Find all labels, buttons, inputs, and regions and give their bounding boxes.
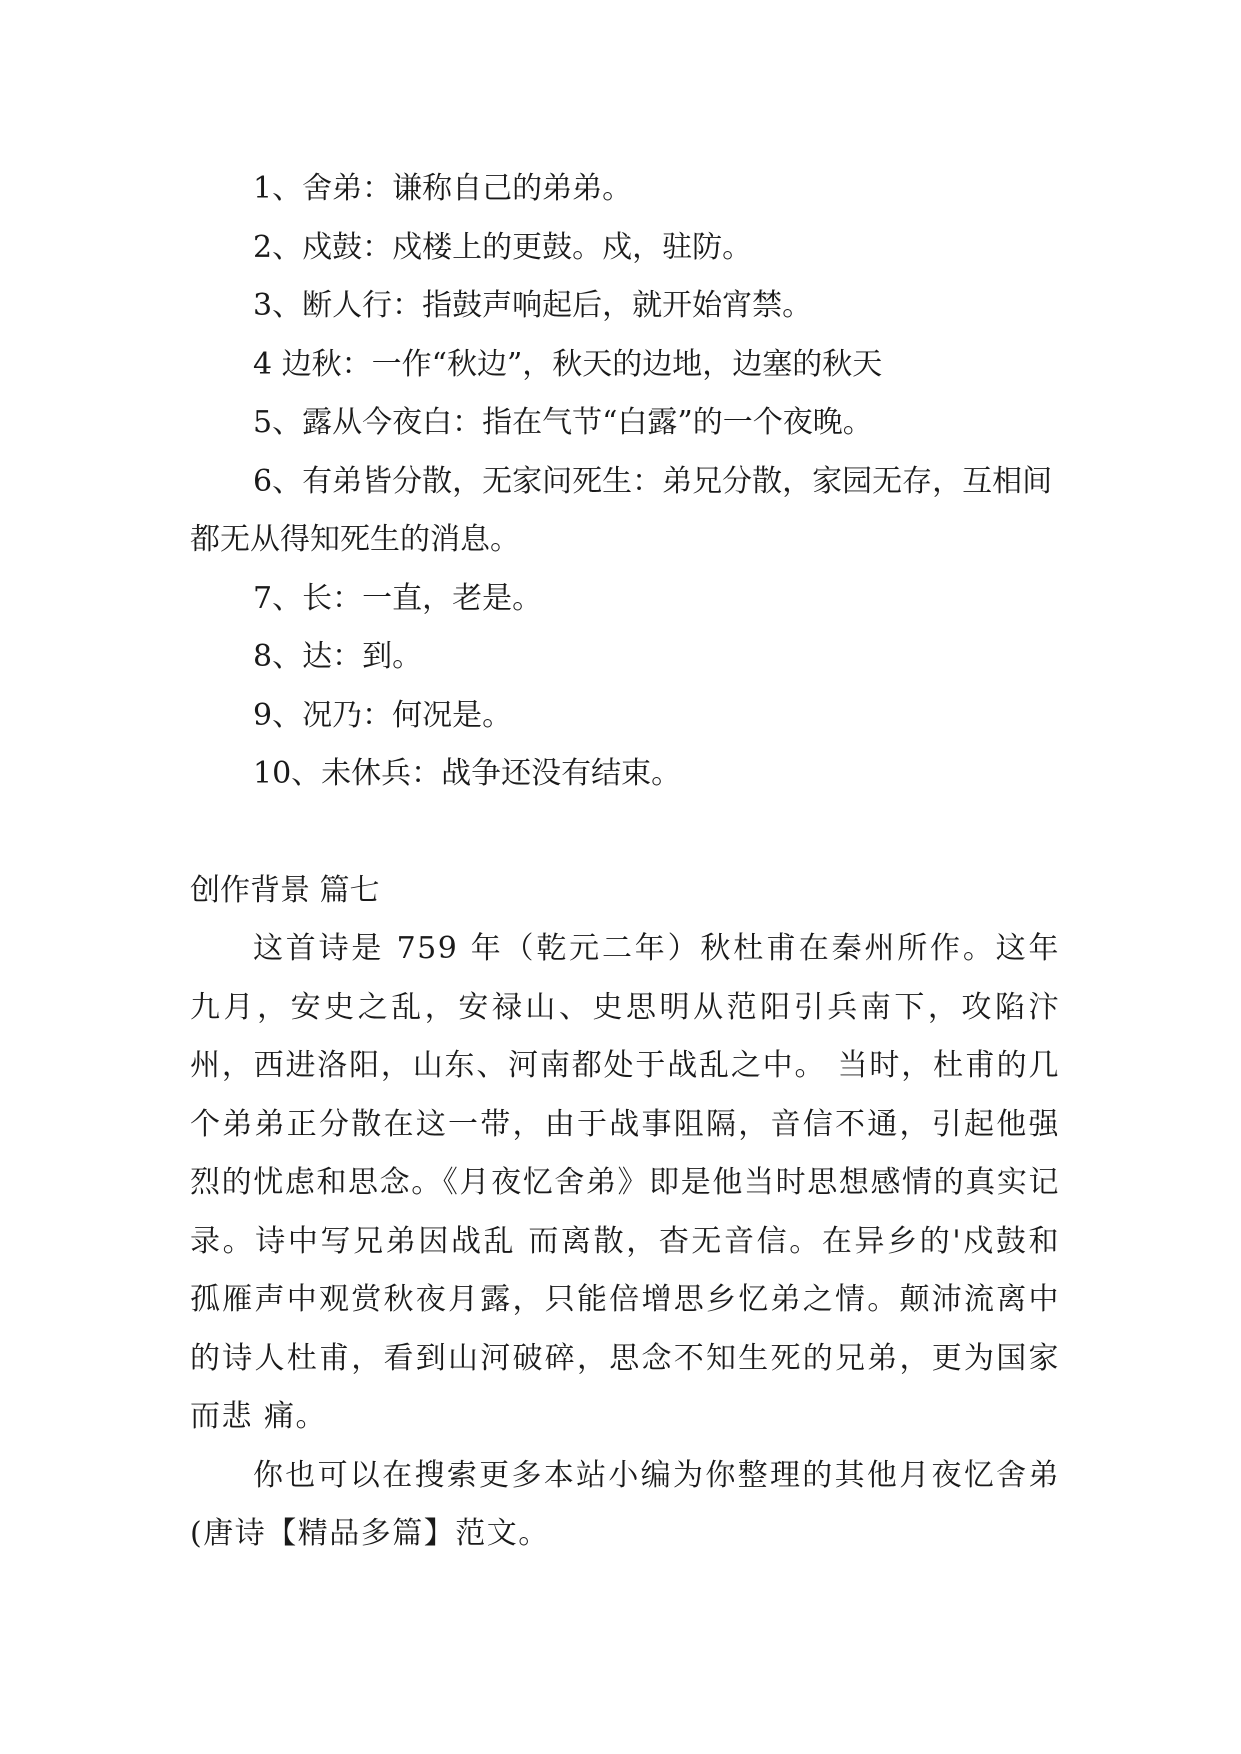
annotation-item-7: 7、长：一直，老是。 (253, 580, 543, 616)
annotation-item-3: 3、断人行：指鼓声响起后，就开始宵禁。 (253, 288, 813, 323)
section-heading: 创作背景 篇七 (190, 873, 380, 908)
annotation-item-6: 6、有弟皆分散，无家问死生：弟兄分散，家园无存，互相间都无从得知死生的消息。 (190, 463, 1053, 557)
annotation-list (190, 160, 1060, 804)
annotation-item-2: 2、戍鼓：戍楼上的更鼓。戍，驻防。 (253, 229, 753, 265)
annotation-item-4: 4 边秋：一作“秋边”，秋天的边地，边塞的秋天 (253, 346, 883, 382)
closing-paragraph: 你也可以在搜索更多本站小编为你整理的其他月夜忆舍弟(唐诗【精品多篇】范文。 (190, 1457, 1060, 1551)
background-paragraph: 这首诗是 759 年（乾元二年）秋杜甫在秦州所作。这年九月，安史之乱，安禄山、史思明从范阳引兵南下，攻陷汴州，西进洛阳，山东、河南都处于战乱之中。 当时，杜甫的几个弟弟正分散在这一带，由于战事阻隔，音信不通，引起他强烈的忧虑和思念。《月夜忆舍弟》即是他当时思想感情的真实记录。诗中写兄弟因战乱 而离散，杳无音信。在异乡的'戍鼓和孤雁声中观赏秋夜月露，只能倍增思乡忆弟之情。颠沛流离中的诗人杜甫，看到山河破碎，思念不知生死的兄弟，更为国家而悲 痛。 (190, 931, 1060, 1434)
annotation-item-8: 8、达：到。 (253, 639, 423, 674)
annotation-item-1: 1、舍弟：谦称自己的弟弟。 (253, 171, 633, 206)
annotation-item-5: 5、露从今夜白：指在气节“白露”的一个夜晚。 (253, 405, 873, 440)
annotation-item-10: 10、未休兵：战争还没有结束。 (253, 756, 682, 791)
annotation-item-9: 9、况乃：何况是。 (253, 697, 513, 733)
section-body (190, 920, 1060, 1564)
